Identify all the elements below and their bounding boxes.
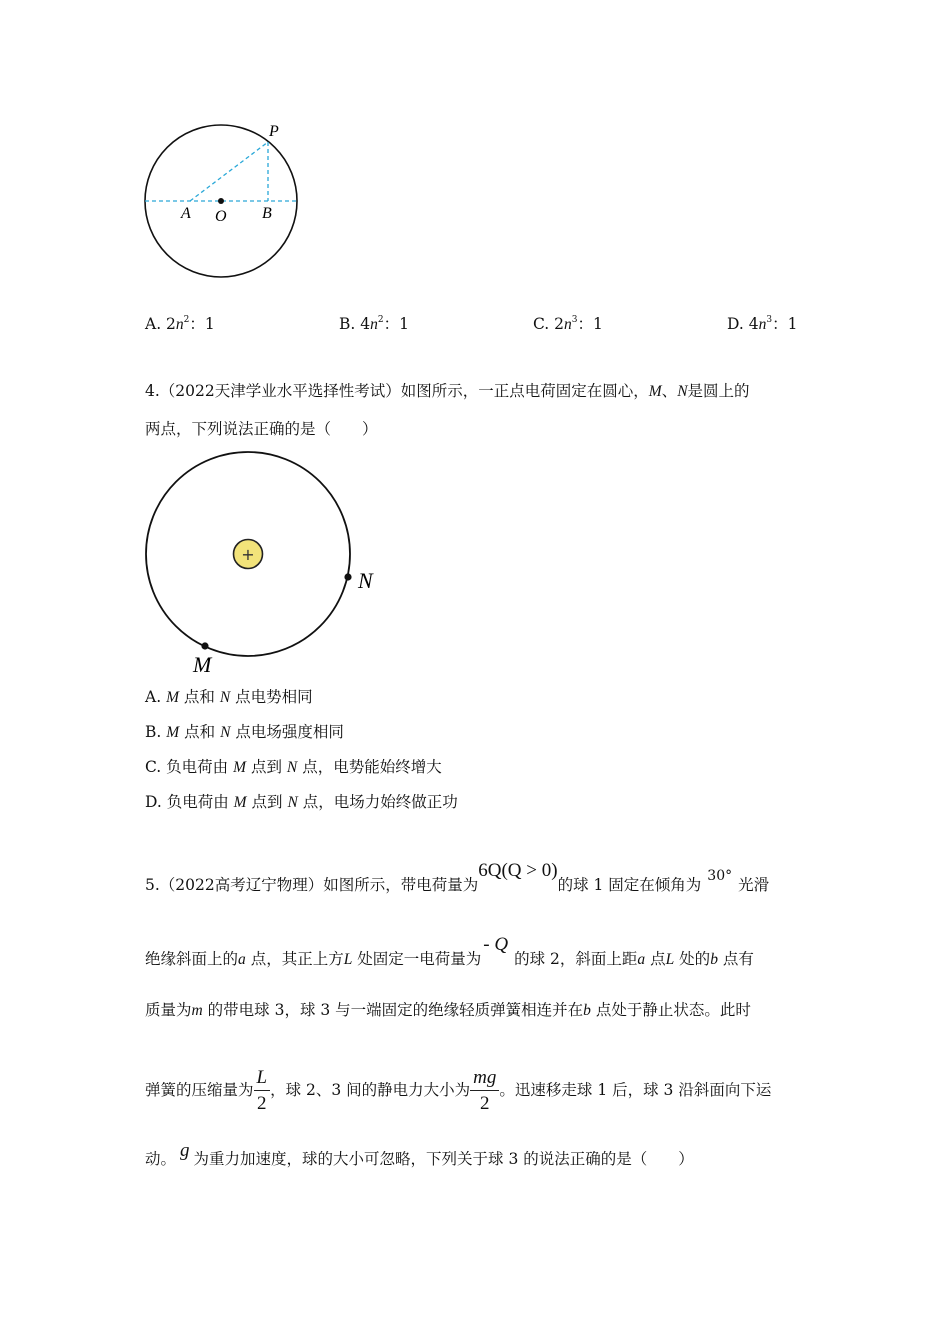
q5-line1: 5.（2022高考辽宁物理）如图所示，带电荷量为6Q(Q > 0)的球 1 固定在倾角为 30° 光滑	[145, 860, 770, 894]
q5-line4: 弹簧的压缩量为 $\frac{L}{2}$ ，球 2、3 间的静电力大小为 $\frac{mg}{2}$ 。迅速移走球 1 后，球 3 沿斜面向下运	[145, 1060, 771, 1120]
q4-stem-line1: 4.（2022天津学业水平选择性考试）如图所示，一正点电荷固定在圆心，M、N是圆上的	[145, 382, 750, 400]
q3-option-c[interactable]: C. $2n^3$：1	[533, 315, 603, 333]
point-m	[201, 642, 208, 649]
q5-charge-expr: 6Q(Q > 0)	[478, 860, 558, 881]
q4-option-a[interactable]: A. M 点和 N 点电势相同	[145, 688, 313, 706]
label-a: A	[181, 205, 191, 222]
label-n: N	[358, 568, 373, 593]
q5-line3: 质量为m 的带电球 3，球 3 与一端固定的绝缘轻质弹簧相连并在b 点处于静止状态。此时	[145, 1001, 751, 1019]
q5-line2: 绝缘斜面上的a 点，其正上方L 处固定一电荷量为- Q的球 2，斜面上距a 点L 处的b 点有	[145, 934, 754, 968]
label-p: P	[269, 123, 279, 140]
q4-option-d[interactable]: D. 负电荷由 M 点到 N 点，电场力始终做正功	[145, 793, 458, 811]
q4-option-b[interactable]: B. M 点和 N 点电场强度相同	[145, 723, 344, 741]
label-o: O	[215, 208, 227, 225]
q5-gravity-symbol: g	[180, 1140, 190, 1161]
fraction-mg-over-2: $\frac{mg}{2}$	[470, 1066, 499, 1117]
center-dot	[218, 198, 224, 204]
circle-pab-figure	[138, 118, 308, 283]
fraction-l-over-2: $\frac{L}{2}$	[254, 1066, 271, 1117]
charge-circle-figure	[138, 446, 388, 680]
label-b: B	[262, 205, 272, 222]
q3-option-b[interactable]: B. $4n^2$：1	[339, 315, 409, 333]
q5-line5: 动。 g 为重力加速度，球的大小可忽略，下列关于球 3 的说法正确的是（ ）	[145, 1140, 694, 1168]
q4-stem-line2: 两点，下列说法正确的是（ ）	[145, 420, 378, 438]
q3-option-d[interactable]: D. $4n^3$：1	[727, 315, 798, 333]
plus-sign: +	[241, 545, 255, 564]
q3-option-a[interactable]: A. $2n^2$：1	[145, 315, 215, 333]
q5-neg-charge: - Q	[483, 934, 509, 955]
label-m: M	[193, 652, 212, 677]
point-n	[344, 573, 351, 580]
q4-option-c[interactable]: C. 负电荷由 M 点到 N 点，电势能始终增大	[145, 758, 442, 776]
q5-angle: 30°	[707, 868, 733, 884]
ap-dashed-line	[190, 142, 268, 201]
